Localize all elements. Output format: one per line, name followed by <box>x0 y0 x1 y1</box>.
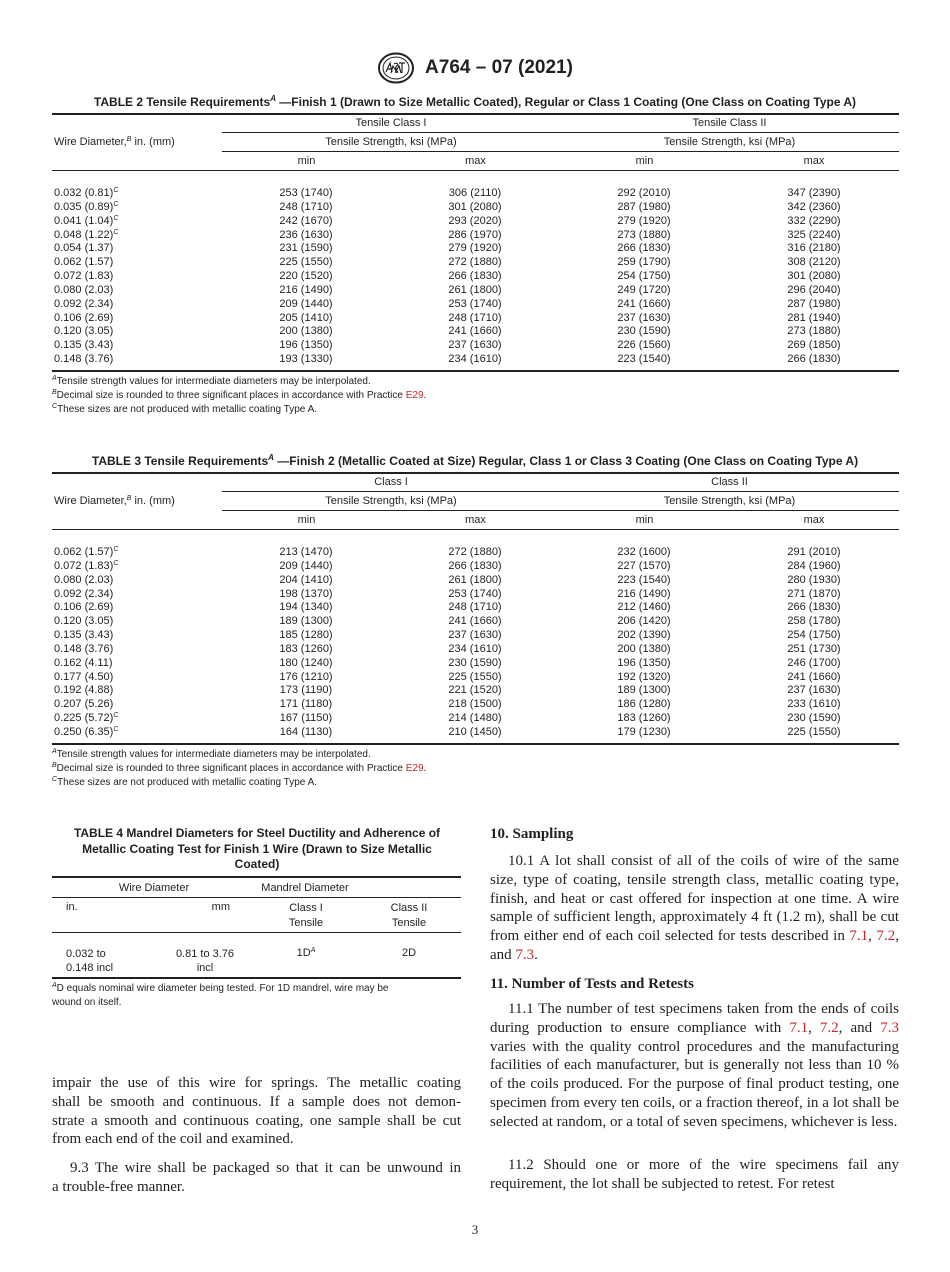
table3-wire-label: Wire Diameter, <box>54 495 127 507</box>
table3-class2-max-cell: 291 (2010) <box>787 546 841 558</box>
table4-top-rule <box>52 876 461 878</box>
table2-class1-min-cell: 248 (1710) <box>279 200 333 213</box>
table3-class1-max-cell: 230 (1590) <box>448 656 502 669</box>
table3-bottom-rule <box>52 743 899 745</box>
table3-wire-unit: in. (mm) <box>131 495 175 507</box>
section-11-title: 11. Number of Tests and Retests <box>490 976 694 992</box>
table2-row <box>54 201 899 215</box>
table2-class2-min-cell: 254 (1750) <box>617 270 671 283</box>
astm-logo-icon <box>377 52 415 84</box>
table3-row <box>54 698 899 712</box>
table2-class2-min-cell: 266 (1830) <box>617 242 671 255</box>
table4-row-in <box>66 947 113 975</box>
table4-row-class1-note: A <box>310 947 316 954</box>
table3-class1-max-cell: 241 (1660) <box>448 615 502 628</box>
table3-class2-max-cell: 280 (1930) <box>787 573 841 586</box>
table2-diameter-note: C <box>113 200 119 208</box>
table2-class2-max-cell: 325 (2240) <box>787 228 841 241</box>
table3-class2-min-cell: 206 (1420) <box>617 615 671 628</box>
table2-class2-min-cell: 287 (1980) <box>617 200 671 213</box>
table2-diameter-cell: 0.080 (2.03) <box>54 283 114 296</box>
table2-class1-min-cell: 231 (1590) <box>279 242 333 255</box>
table4-footnote: $^A$D equals nominal wire diameter being tested. For 1D mandrel, wire may be wound on itself. <box>52 982 389 1008</box>
table3-row <box>54 560 899 574</box>
table3-diameter-cell: 0.062 $(1.57)^C$ <box>54 546 119 558</box>
table2-class2-max-cell: 316 (2180) <box>787 242 841 255</box>
table3-class2-min-cell: 196 (1350) <box>617 656 671 669</box>
table2-class1-min-cell: 209 (1440) <box>279 297 333 310</box>
table3-class2-min-cell: 223 (1540) <box>617 573 671 586</box>
ref-7-2-link[interactable]: 7.2 <box>819 1019 839 1036</box>
table2-class1-max-cell: 301 (2080) <box>448 200 502 213</box>
document-header <box>0 52 950 84</box>
table2-class1-header: Tensile Class I <box>355 117 427 129</box>
table3-row <box>54 574 899 588</box>
table3-class1-max-cell: 234 (1610) <box>448 642 502 655</box>
table3-strength-header-2: Tensile Strength, ksi (MPa) <box>663 495 796 507</box>
table4-row-class1 <box>266 947 346 959</box>
table3-diameter-note: C <box>113 712 119 720</box>
table2-class2-max-cell: 347 (2390) <box>787 187 841 199</box>
table2-class1-min-cell: 193 (1330) <box>279 353 333 366</box>
table2-diameter-cell: 0.062 (1.57) <box>54 256 114 269</box>
table3-class1-header: Class I <box>374 476 408 488</box>
table2-strength-rule <box>222 151 899 152</box>
e29-link[interactable]: E29 <box>405 763 424 774</box>
table2-class1-max-cell: 286 (1970) <box>448 228 502 241</box>
table2-class1-max-cell: 237 (1630) <box>448 339 502 352</box>
table3-diameter-cell: 0.177 (4.50) <box>54 670 114 683</box>
table3-class1-min-cell: 209 (1440) <box>279 559 333 572</box>
table2-footnote-a: $^A$Tensile strength values for intermediate diameters may be interpolated. <box>52 375 371 387</box>
table3-diameter-cell: 0.192 (4.88) <box>54 684 114 697</box>
table3-class2-min-cell: 192 (1320) <box>617 670 671 683</box>
table2-class2-max-cell: 301 (2080) <box>787 270 841 283</box>
table2-wire-header: Wire Diameter,$^B$ in. (mm) <box>54 136 175 148</box>
table3-class2-min-cell: 216 (1490) <box>617 587 671 600</box>
table3-diameter-cell: 0.120 (3.05) <box>54 615 114 628</box>
table3-class1-max-cell: 272 (1880) <box>448 546 502 558</box>
table2-diameter-note: C <box>113 214 119 222</box>
ref-7-3-link[interactable]: 7.3 <box>880 1019 899 1036</box>
table4-caption <box>52 826 462 873</box>
table2-class2-max-cell: 281 (1940) <box>787 311 841 324</box>
table3-class1-min-cell: 204 (1410) <box>279 573 333 586</box>
table3-diameter-cell: 0.072 $(1.83)^C$ <box>54 559 119 572</box>
table2-class1-max-cell: 306 (2110) <box>448 187 502 199</box>
table2-footnote-c: $^C$These sizes are not produced with metallic coating Type A. <box>52 403 318 415</box>
table2-class1-max-cell: 253 (1740) <box>448 297 502 310</box>
table2-class1-min-cell: 236 (1630) <box>279 228 333 241</box>
para-11-1-text: 11.1 The number of test specimens taken from the ends of coils during production to ensure compliance with <box>490 1001 899 1036</box>
table3-class1-min-cell: 185 (1280) <box>279 629 333 642</box>
ref-7-3-link[interactable]: 7.3 <box>515 946 535 963</box>
table3-footnote-a-text: Tensile strength values for intermediate diameters may be interpolated. <box>56 749 371 760</box>
table3-footnote-a: $^A$Tensile strength values for intermediate diameters may be interpolated. <box>52 748 371 760</box>
table3-class2-min-cell: 186 (1280) <box>617 698 671 711</box>
table2-footnote-c-text: These sizes are not produced with metallic coating Type A. <box>57 404 318 415</box>
table4-group-rule <box>52 897 461 898</box>
table3-caption-title: TABLE 3 Tensile Requirements <box>91 454 269 468</box>
table2-class1-min-cell: 205 (1410) <box>279 311 333 324</box>
table4-bottom-rule <box>52 977 461 979</box>
table2-diameter-cell: 0.135 (3.43) <box>54 339 114 352</box>
table2-class1-min-cell: 196 (1350) <box>279 339 333 352</box>
table2-diameter-note: C <box>113 228 119 236</box>
table3-class1-max-cell: 210 (1450) <box>448 725 502 738</box>
table4-header-rule <box>52 932 461 933</box>
table3-row <box>54 712 899 726</box>
table2-class1-max-cell: 272 (1880) <box>448 256 502 269</box>
table3-class1-min-cell: 198 (1370) <box>279 587 333 600</box>
table2-class2-max-cell: 266 (1830) <box>787 353 841 366</box>
table2-diameter-cell: 0.054 (1.37) <box>54 242 114 255</box>
table2-row <box>54 353 899 367</box>
table3-class2-min-cell: 202 (1390) <box>617 629 671 642</box>
table3-diameter-note: C <box>113 559 119 567</box>
table2-class2-min-cell: 223 (1540) <box>617 353 671 366</box>
table3-class2-max-cell: 284 (1960) <box>787 559 841 572</box>
table3-class1-min-cell: 167 (1150) <box>279 712 333 725</box>
table3-class1-max-cell: 225 (1550) <box>448 670 502 683</box>
table2-class1-max-cell: 266 (1830) <box>448 270 502 283</box>
table4-row-mm-line1: 0.81 to 3.76 <box>175 948 235 960</box>
table2-diameter-cell: 0.035 $(0.89)^C$ <box>54 200 119 213</box>
table2-wire-unit: in. (mm) <box>131 136 175 148</box>
table3-diameter-cell: 0.250 $(6.35)^C$ <box>54 725 119 738</box>
table3-row <box>54 657 899 671</box>
table3-class1-max-cell: 218 (1500) <box>448 698 502 711</box>
table3-class1-min-cell: 171 (1180) <box>279 698 333 711</box>
table2-class2-max-cell: 342 (2360) <box>787 200 841 213</box>
table3-class1-max-cell: 261 (1800) <box>448 573 502 586</box>
table3-row <box>54 684 899 698</box>
table2-caption-title: TABLE 2 Tensile Requirements <box>93 95 271 109</box>
table3-diameter-note: C <box>113 725 119 733</box>
table3-strength-rule <box>222 510 899 511</box>
table3-row <box>54 671 899 685</box>
table3-class2-max-cell: 258 (1780) <box>787 615 841 628</box>
table2-class1-min-cell: 225 (1550) <box>279 256 333 269</box>
table2-class2-min-cell: 279 (1920) <box>617 214 671 227</box>
table2-strength-header-2: Tensile Strength, ksi (MPa) <box>663 136 796 148</box>
table3-row <box>54 546 899 560</box>
table3-class2-max-cell: 225 (1550) <box>787 725 841 738</box>
table2-row <box>54 187 899 201</box>
table3-class1-min-cell: 176 (1210) <box>279 670 333 683</box>
table2-caption: TABLE 2 Tensile Requirements$^A$ —Finish 1 (Drawn to Size Metallic Coated), Regular or Class 1 Coating (One Class on Coating Type A) <box>93 94 857 109</box>
para-10-1-sep1: , <box>868 928 877 945</box>
table2-class1-max-cell: 248 (1710) <box>448 311 502 324</box>
table3-class2-max-cell: 266 (1830) <box>787 601 841 614</box>
table2-caption-desc: —Finish 1 (Drawn to Size Metallic Coated), Regular or Class 1 Coating (One Class on Coating Type A) <box>275 95 857 109</box>
table3-diameter-cell: 0.092 (2.34) <box>54 587 114 600</box>
table3-footnote-b-text: Decimal size is rounded to three significant places in accordance with Practice <box>56 763 406 774</box>
e29-link[interactable]: E29 <box>405 390 424 401</box>
table3-row <box>54 629 899 643</box>
table4-in-header: in. <box>66 901 78 913</box>
table2-diameter-cell: 0.148 (3.76) <box>54 353 114 366</box>
table3-diameter-cell: 0.162 (4.11) <box>54 656 113 669</box>
table2-row <box>54 256 899 270</box>
ref-7-1-link[interactable]: 7.1 <box>849 928 869 945</box>
document-id: A764 – 07 (2021) <box>425 57 573 78</box>
table3-class1-max-cell: 221 (1520) <box>448 684 502 697</box>
table2-footnote-b-text: Decimal size is rounded to three significant places in accordance with Practice <box>56 390 406 401</box>
table2-class1-max-cell: 279 (1920) <box>448 242 502 255</box>
para-9-2-line3: strate a smooth and continuous coating, one sample shall be cut <box>52 1112 461 1129</box>
para-9-2-line4: from each end of the coil and examined. <box>52 1131 294 1148</box>
para-11-2 <box>490 1156 899 1194</box>
table3-caption-desc: —Finish 2 (Metallic Coated at Size) Regular, Class 1 or Class 3 Coating (One Class on Coating Type A) <box>273 454 859 468</box>
para-11-1 <box>490 1000 899 1132</box>
table4-row-mm <box>160 947 250 975</box>
table3-min-2: min <box>635 514 654 526</box>
table3-row <box>54 726 899 740</box>
table3-class2-min-cell: 232 (1600) <box>617 546 671 558</box>
table3-class1-max-cell: 248 (1710) <box>448 601 502 614</box>
table2-class1-min-cell: 200 (1380) <box>279 325 333 338</box>
table2-class-rule <box>222 132 899 133</box>
para-9-3-line2: a trouble-free manner. <box>52 1178 185 1195</box>
table2-class1-max-cell: 241 (1660) <box>448 325 502 338</box>
table2-class2-max-cell: 287 (1980) <box>787 297 841 310</box>
table2-class1-max-cell: 234 (1610) <box>448 353 502 366</box>
table2-class1-min-cell: 220 (1520) <box>279 270 333 283</box>
table3-class2-min-cell: 183 (1260) <box>617 712 671 725</box>
table4-row-mm-line2: incl <box>196 962 214 974</box>
table3-diameter-cell: 0.106 (2.69) <box>54 601 114 614</box>
para-10-1-sep2: , and <box>490 928 900 963</box>
table3-diameter-cell: 0.080 (2.03) <box>54 573 114 586</box>
table4-class1-line1: Class I <box>289 902 323 914</box>
table3-row <box>54 615 899 629</box>
table3-class1-min-cell: 194 (1340) <box>279 601 333 614</box>
para-10-1 <box>490 852 899 965</box>
table2-footnote-b: $^B$Decimal size is rounded to three significant places in accordance with Practice E29. <box>52 389 427 401</box>
table2-bottom-rule <box>52 370 899 372</box>
table2-max-1: max <box>465 155 486 167</box>
table3-class1-min-cell: 180 (1240) <box>279 656 333 669</box>
table2-footnote-b-end: . <box>423 390 427 401</box>
para-11-1-rest: varies with the quality control procedures and the manufacturing facilities of each manufacturer, but is generally not less than 10 % of the coils produced. For the purpose of final product testing, one specimen from every ten coils, or a fraction thereof, in a lot shall be selected at random, or a total of seven specimens, whichever is less. <box>490 1038 899 1130</box>
table3-diameter-cell: 0.148 (3.76) <box>54 642 114 655</box>
table2-header-rule <box>52 170 899 171</box>
table2-class2-min-cell: 292 (2010) <box>617 187 671 199</box>
table4-caption-line3: Coated) <box>234 857 280 871</box>
table3-strength-header-1: Tensile Strength, ksi (MPa) <box>325 495 457 507</box>
table4-wire-diameter-header: Wire Diameter <box>118 882 190 894</box>
table2-class1-max-cell: 293 (2020) <box>448 214 502 227</box>
table2-class2-max-cell: 332 (2290) <box>787 214 841 227</box>
table2-row <box>54 215 899 229</box>
table3-class2-max-cell: 241 (1660) <box>787 670 841 683</box>
table3-footnote-c: $^C$These sizes are not produced with metallic coating Type A. <box>52 776 318 788</box>
table3-class2-max-cell: 233 (1610) <box>787 698 841 711</box>
table2-diameter-cell: 0.032 $(0.81)^C$ <box>54 187 119 199</box>
table2-class2-min-cell: 230 (1590) <box>617 325 671 338</box>
table2-class1-min-cell: 216 (1490) <box>279 283 333 296</box>
table4-footnote-line2: wound on itself. <box>52 997 122 1008</box>
para-10-1-text: 10.1 A lot shall consist of all of the coils of wire of the same size, type of coating, tensile strength class, metallic coating type, finish, and heat or cast offered for inspection at one time. A wire sample of sufficient length, approximately 4 ft (1.2 m), shall be cut from either end of each coil selected for tests described in <box>490 853 899 945</box>
table2-class2-min-cell: 241 (1660) <box>617 297 671 310</box>
table3-diameter-cell: 0.225 $(5.72)^C$ <box>54 712 119 725</box>
table2-top-rule <box>52 113 899 115</box>
section-10-title: 10. Sampling <box>490 826 574 842</box>
table3-class2-max-cell: 271 (1870) <box>787 587 841 600</box>
table3-class2-header: Class II <box>711 476 748 488</box>
table2-class2-max-cell: 308 (2120) <box>787 256 841 269</box>
table3-wire-header: Wire Diameter,$^B$ in. (mm) <box>54 495 175 507</box>
table3-class1-min-cell: 213 (1470) <box>279 546 333 558</box>
para-9-2-line1: impair the use of this wire for springs. The metallic coating <box>52 1075 461 1091</box>
table2-class2-header: Tensile Class II <box>692 117 767 129</box>
table2-diameter-cell: 0.092 (2.34) <box>54 297 114 310</box>
table2-footnote-a-text: Tensile strength values for intermediate diameters may be interpolated. <box>56 376 371 387</box>
table2-class2-min-cell: 259 (1790) <box>617 256 671 269</box>
table2-class2-min-cell: 237 (1630) <box>617 311 671 324</box>
table3-class2-min-cell: 189 (1300) <box>617 684 671 697</box>
table4-class1-header <box>266 901 346 931</box>
table2-row <box>54 242 899 256</box>
para-10-1-end: . <box>534 946 538 963</box>
table3-min-1: min <box>297 514 316 526</box>
table3-class2-max-cell: 251 (1730) <box>787 642 841 655</box>
page-number: 3 <box>471 1222 479 1237</box>
table3-class2-max-cell: 230 (1590) <box>787 712 841 725</box>
table2-class1-min-cell: 242 (1670) <box>279 214 333 227</box>
table2-row <box>54 270 899 284</box>
left-column-text <box>52 1074 461 1197</box>
table4-mandrel-diameter-header: Mandrel Diameter <box>261 882 349 894</box>
table4-footnote-line1: D equals nominal wire diameter being tested. For 1D mandrel, wire may be <box>56 983 389 994</box>
table2-class1-min-cell: 253 (1740) <box>279 187 333 199</box>
table4-row-in-line2: 0.148 incl <box>66 962 114 974</box>
table2-min-1: min <box>297 155 316 167</box>
table3-class2-max-cell: 237 (1630) <box>787 684 841 697</box>
table3-class1-max-cell: 266 (1830) <box>448 559 502 572</box>
table3-class-rule <box>222 491 899 492</box>
table4-caption-line1: TABLE 4 Mandrel Diameters for Steel Ductility and Adherence of <box>73 826 441 840</box>
table2-diameter-note: C <box>113 187 119 194</box>
table2-diameter-cell: 0.072 (1.83) <box>54 270 114 283</box>
table3-footnote-b-end: . <box>423 763 427 774</box>
table3-max-2: max <box>803 514 825 526</box>
table2-diameter-cell: 0.120 (3.05) <box>54 325 114 338</box>
table4-class2-header <box>369 901 449 931</box>
ref-7-1-link[interactable]: 7.1 <box>789 1019 809 1036</box>
para-11-1-sep2: , and <box>838 1019 881 1036</box>
table2-class2-max-cell: 296 (2040) <box>787 283 841 296</box>
table3-class1-max-cell: 253 (1740) <box>448 587 502 600</box>
para-9-2-line2: shall be smooth and continuous. If a sample does not demon- <box>52 1093 461 1110</box>
ref-7-2-link[interactable]: 7.2 <box>876 928 896 945</box>
table2-row <box>54 284 899 298</box>
table3-diameter-note: C <box>113 546 119 553</box>
table3-class2-min-cell: 200 (1380) <box>617 642 671 655</box>
table3-class2-max-cell: 254 (1750) <box>787 629 841 642</box>
table2-diameter-cell: 0.048 $(1.22)^C$ <box>54 228 119 241</box>
table3-footnote-b: $^B$Decimal size is rounded to three significant places in accordance with Practice E29. <box>52 762 427 774</box>
table2-wire-label: Wire Diameter, <box>54 136 127 148</box>
table3-class1-min-cell: 164 (1130) <box>279 725 333 738</box>
table2-max-2: max <box>803 155 825 167</box>
table2-row <box>54 312 899 326</box>
table2-class2-min-cell: 226 (1560) <box>617 339 671 352</box>
table4-caption-line2: Metallic Coating Test for Finish 1 Wire (Drawn to Size Metallic <box>82 841 432 856</box>
table4-class1-line2: Tensile <box>288 917 324 929</box>
table2-class2-min-cell: 249 (1720) <box>617 283 671 296</box>
table3-class2-min-cell: 227 (1570) <box>617 559 671 572</box>
table3-max-1: max <box>465 514 486 526</box>
table4-row-class2: 2D <box>401 947 417 959</box>
table3-class1-max-cell: 214 (1480) <box>448 712 502 725</box>
table3-class2-min-cell: 212 (1460) <box>617 601 671 614</box>
table3-top-rule <box>52 472 899 474</box>
table3-row <box>54 601 899 615</box>
table3-class2-max-cell: 246 (1700) <box>787 656 841 669</box>
table3-header-rule <box>52 529 899 530</box>
table3-class1-max-cell: 237 (1630) <box>448 629 502 642</box>
table4-mm-header: mm <box>211 901 230 913</box>
table2-class1-max-cell: 261 (1800) <box>448 283 502 296</box>
table2-body <box>54 187 899 367</box>
table3-body <box>54 546 899 740</box>
table3-diameter-cell: 0.135 (3.43) <box>54 629 114 642</box>
table2-class2-max-cell: 269 (1850) <box>787 339 841 352</box>
table3-class2-min-cell: 179 (1230) <box>617 725 671 738</box>
para-11-2-text: 11.2 Should one or more of the wire specimens fail any requirement, the lot shall be subjected to retest. For retest <box>490 1157 899 1192</box>
table3-class1-min-cell: 183 (1260) <box>279 642 333 655</box>
table3-class1-min-cell: 189 (1300) <box>279 615 333 628</box>
para-9-3-line1: 9.3 The wire shall be packaged so that it can be unwound in <box>70 1160 461 1177</box>
table3-row <box>54 643 899 657</box>
table2-row <box>54 229 899 243</box>
para-11-1-sep1: , <box>808 1019 820 1036</box>
table2-min-2: min <box>635 155 654 167</box>
table2-diameter-cell: 0.106 (2.69) <box>54 311 114 324</box>
table2-class2-min-cell: 273 (1880) <box>617 228 671 241</box>
table2-strength-header-1: Tensile Strength, ksi (MPa) <box>325 136 457 148</box>
table3-row <box>54 588 899 602</box>
table3-class1-min-cell: 173 (1190) <box>279 684 333 697</box>
table4-class2-line2: Tensile <box>391 917 427 929</box>
table3-footnote-c-text: These sizes are not produced with metallic coating Type A. <box>57 777 318 788</box>
table2-class2-max-cell: 273 (1880) <box>787 325 841 338</box>
table3-diameter-cell: 0.207 (5.26) <box>54 698 114 711</box>
table4-class2-line1: Class II <box>390 902 428 914</box>
table2-diameter-cell: 0.041 $(1.04)^C$ <box>54 214 119 227</box>
table2-row <box>54 298 899 312</box>
table2-row <box>54 325 899 339</box>
table4-row-in-line1: 0.032 to <box>66 948 106 960</box>
table4-row-class1-value: 1D <box>296 947 311 959</box>
table2-row <box>54 339 899 353</box>
table3-caption: TABLE 3 Tensile Requirements$^A$ —Finish 2 (Metallic Coated at Size) Regular, Class 1 or Class 3 Coating (One Class on Coating Type A) <box>91 453 859 468</box>
